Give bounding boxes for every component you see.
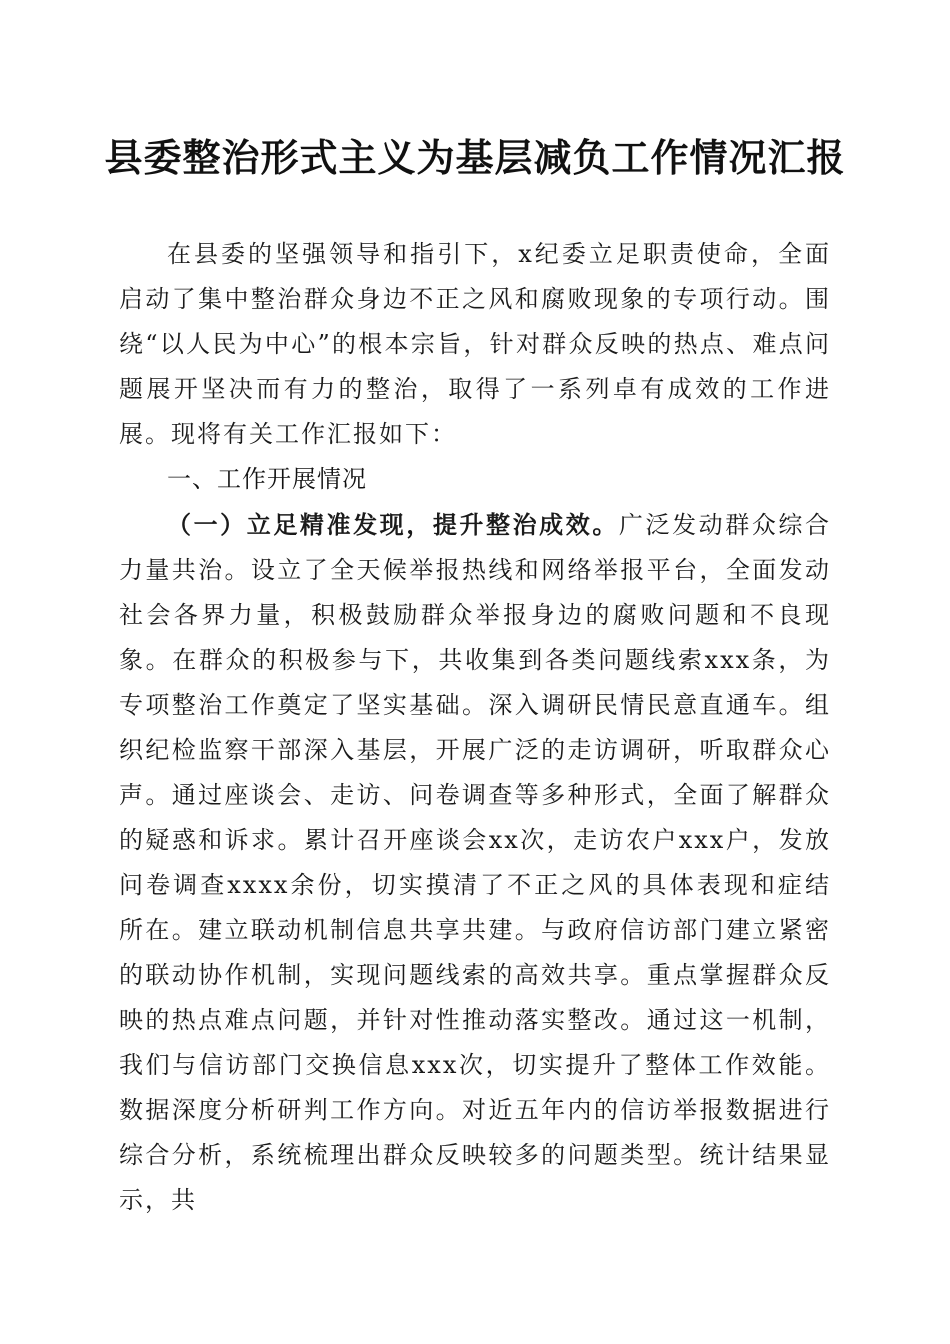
section-heading: 一、工作开展情况 — [167, 465, 367, 493]
document-body — [119, 232, 831, 1223]
intro-paragraph: 在县委的坚强领导和指引下，x纪委立足职责使命，全面启动了集中整治群众身边不正之风和腐败现象的专项行动。围绕“以人民为中心”的根本宗旨，针对群众反映的热点、难点问题展开坚决而有力的整治，取得了一系列卓有成效的工作进展。现将有关工作汇报如下： — [119, 240, 831, 448]
document-title: 县委整治形式主义为基层减负工作情况汇报 — [104, 135, 846, 180]
subsection-heading: （一）立足精准发现，提升整治成效。 — [167, 510, 619, 539]
subsection-paragraph — [119, 502, 831, 1223]
subsection-text: 广泛发动群众综合力量共治。设立了全天候举报热线和网络举报平台，全面发动社会各界力量，积极鼓励群众举报身边的腐败问题和不良现象。在群众的积极参与下，共收集到各类问题线索xxx条，为专项整治工作奠定了坚实基础。深入调研民情民意直通车。组织纪检监察干部深入基层，开展广泛的走访调研，听取群众心声。通过座谈会、走访、问卷调查等多种形式，全面了解群众的疑惑和诉求。累计召开座谈会xx次，走访农户xxx户，发放问卷调查xxxx余份，切实摸清了不正之风的具体表现和症结所在。建立联动机制信息共享共建。与政府信访部门建立紧密的联动协作机制，实现问题线索的高效共享。重点掌握群众反映的热点难点问题，并针对性推动落实整改。通过这一机制，我们与信访部门交换信息xxx次，切实提升了整体工作效能。数据深度分析研判工作方向。对近五年内的信访举报数据进行综合分析，系统梳理出群众反映较多的问题类型。统计结果显示，共 — [119, 511, 832, 1214]
